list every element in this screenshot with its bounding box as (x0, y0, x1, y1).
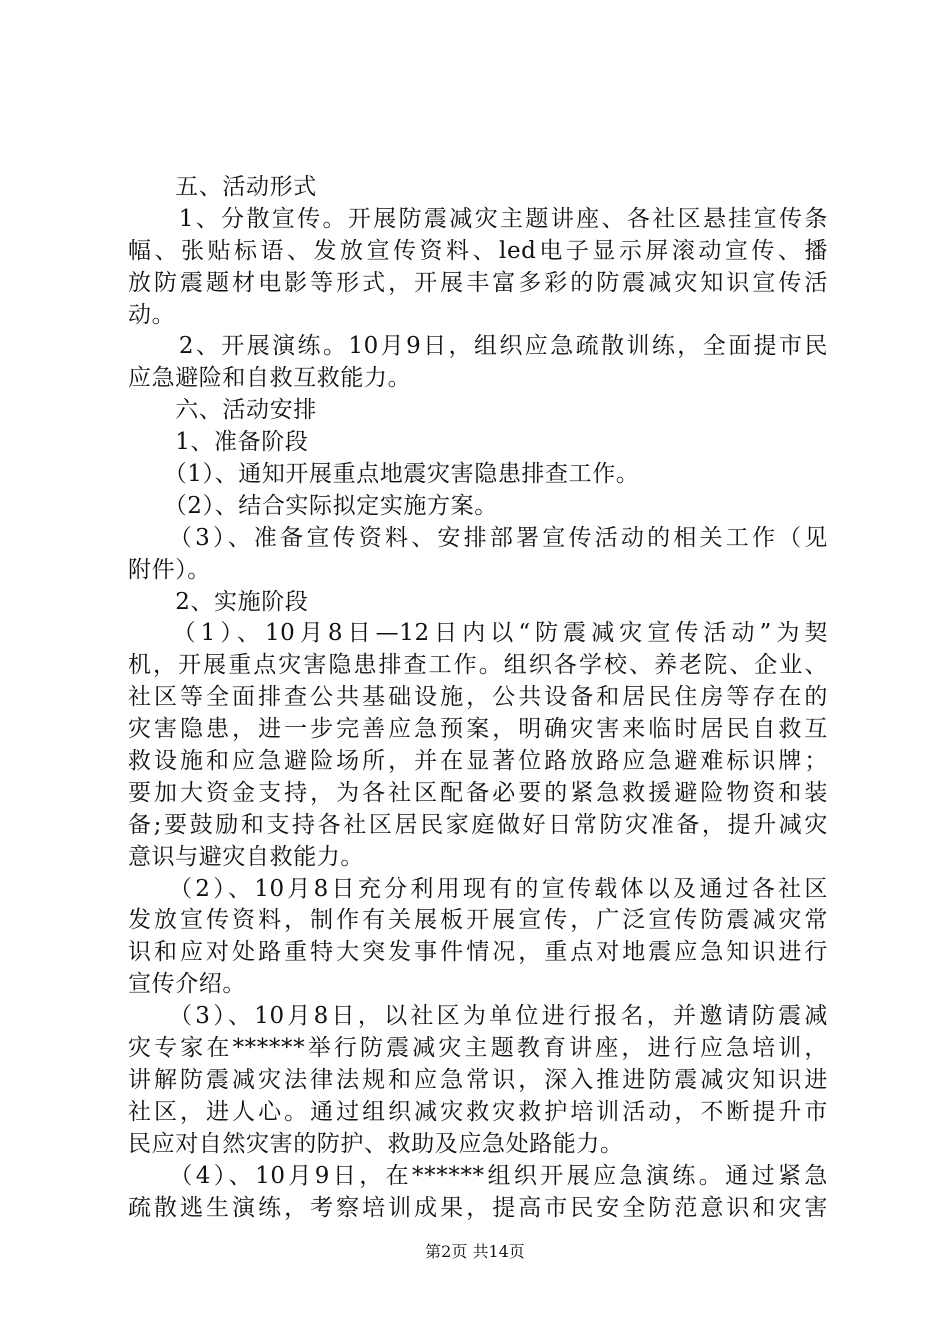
text-line: 备;要鼓励和支持各社区居民家庭做好日常防灾准备，提升减灾 (128, 811, 828, 838)
text-line: （3）、10月8日，以社区为单位进行报名，并邀请防震减 (128, 1003, 828, 1030)
text-line: 动。 (128, 301, 176, 328)
text-line: 附件）。 (128, 556, 211, 583)
text-line: 社区，进人心。通过组织减灾救灾救护培训活动，不断提升市 (128, 1098, 828, 1125)
text-line: 1、准备阶段 (128, 429, 309, 456)
text-line: 意识与避灾自救能力。 (128, 843, 364, 870)
text-line: （2）、10月8日充分利用现有的宣传载体以及通过各社区 (128, 875, 828, 902)
text-line: 应急避险和自救互救能力。 (128, 365, 412, 392)
text-line: 宣传介绍。 (128, 971, 246, 998)
text-line: 机，开展重点灾害隐患排查工作。组织各学校、养老院、企业、 (128, 652, 828, 679)
document-body (128, 172, 828, 1224)
text-line: 灾专家在******举行防震减灾主题教育讲座，进行应急培训， (128, 1035, 828, 1062)
text-line: 2、实施阶段 (128, 588, 309, 615)
text-line: 社区等全面排查公共基础设施，公共设备和居民住房等存在的 (128, 684, 828, 711)
page-footer: 第2页 共14页 (425, 1242, 525, 1261)
text-line: 讲解防震减灾法律法规和应急常识，深入推进防震减灾知识进 (128, 1066, 828, 1093)
text-line: 六、活动安排 (128, 397, 317, 424)
text-line: 五、活动形式 (128, 174, 317, 200)
text-line: 1、分散宣传。开展防震减灾主题讲座、各社区悬挂宣传条 (128, 205, 828, 232)
text-line: 发放宣传资料，制作有关展板开展宣传，广泛宣传防震减灾常 (128, 907, 828, 934)
text-line: 识和应对处路重特大突发事件情况，重点对地震应急知识进行 (128, 939, 828, 966)
text-line: （4）、10月9日，在******组织开展应急演练。通过紧急 (128, 1162, 828, 1189)
text-line: 放防震题材电影等形式，开展丰富多彩的防震减灾知识宣传活 (128, 269, 828, 296)
text-line: 幅、张贴标语、发放宣传资料、led电子显示屏滚动宣传、播 (128, 237, 828, 264)
text-line: （1）、10月8日—12日内以“防震减灾宣传活动”为契 (128, 620, 828, 647)
text-line: （1）、通知开展重点地震灾害隐患排查工作。 (128, 461, 640, 488)
text-line: （2）、结合实际拟定实施方案。 (128, 492, 498, 519)
text-line: 疏散逃生演练，考察培训成果，提高市民安全防范意识和灾害 (128, 1194, 828, 1221)
text-line: （3）、准备宣传资料、安排部署宣传活动的相关工作（见 (128, 524, 828, 551)
text-line: 救设施和应急避险场所，并在显著位路放路应急避难标识牌； (128, 748, 828, 775)
text-line: 灾害隐患，进一步完善应急预案，明确灾害来临时居民自救互 (128, 716, 828, 743)
text-line: 2、开展演练。10月9日，组织应急疏散训练，全面提市民 (128, 333, 828, 360)
text-line: 要加大资金支持，为各社区配备必要的紧急救援避险物资和装 (128, 779, 828, 806)
text-line: 民应对自然灾害的防护、救助及应急处路能力。 (128, 1130, 624, 1157)
